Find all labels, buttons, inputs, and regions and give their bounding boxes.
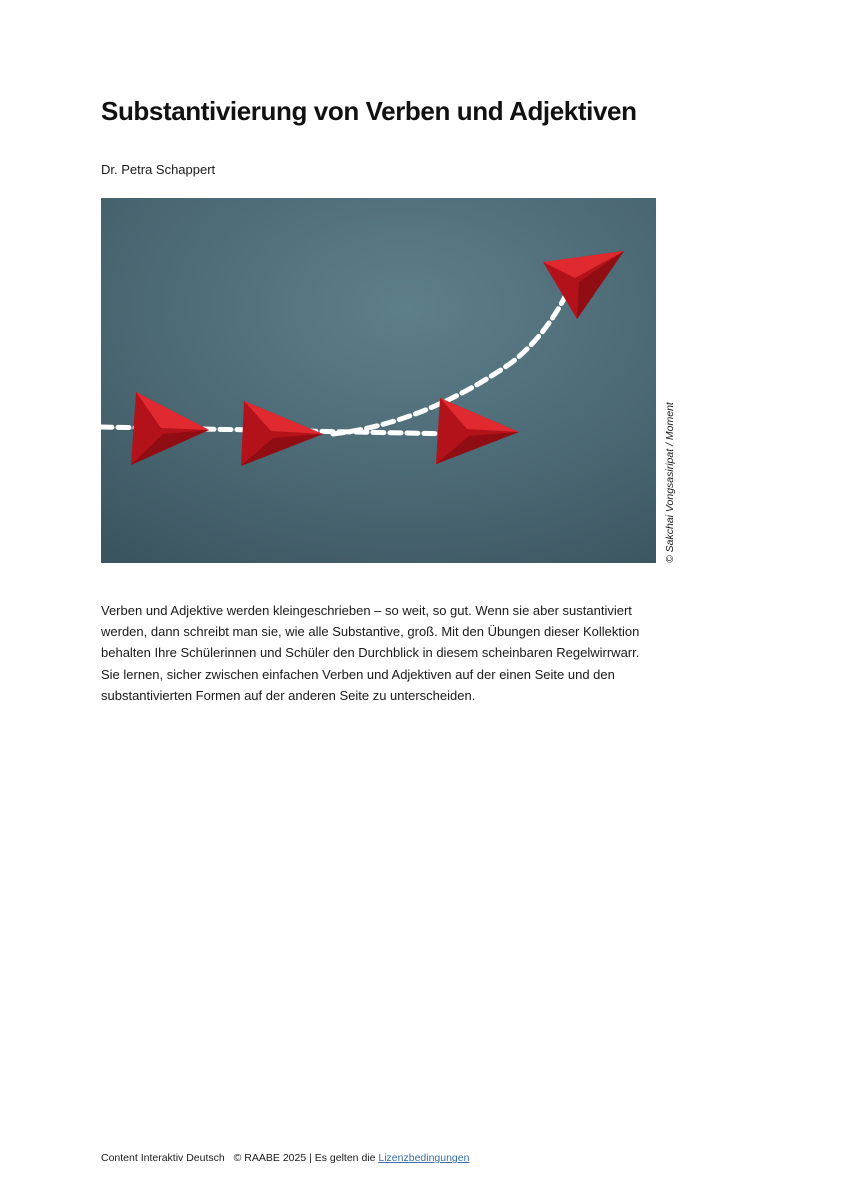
image-credit: © Sakchai Vongsasiripat / Moment bbox=[664, 402, 676, 563]
page-footer bbox=[101, 1152, 469, 1164]
license-link[interactable]: Lizenzbedingungen bbox=[378, 1152, 470, 1164]
intro-paragraph: Verben und Adjektive werden kleingeschrieben – so weit, so gut. Wenn sie aber sustantiviert werden, dann schreibt man sie, wie alle Substantive, groß. Mit den Übungen dieser Kollektion behalten Ihre Schülerinnen und Schüler den Durchblick in diesem scheinbaren Regelwirrwarr. Sie lernen, sicher zwischen einfachen Verben und Adjektiven auf der einen Seite und den substantivierten Formen auf der anderen Seite zu unterscheiden. bbox=[101, 603, 640, 703]
author-name: Dr. Petra Schappert bbox=[101, 162, 216, 177]
header-image bbox=[101, 198, 656, 563]
footer-copyright: © RAABE 2025 | Es gelten die bbox=[233, 1152, 376, 1164]
page-title: Substantivierung von Verben und Adjektiven bbox=[101, 96, 637, 126]
image-background bbox=[101, 198, 656, 563]
footer-product: Content Interaktiv Deutsch bbox=[101, 1152, 225, 1164]
